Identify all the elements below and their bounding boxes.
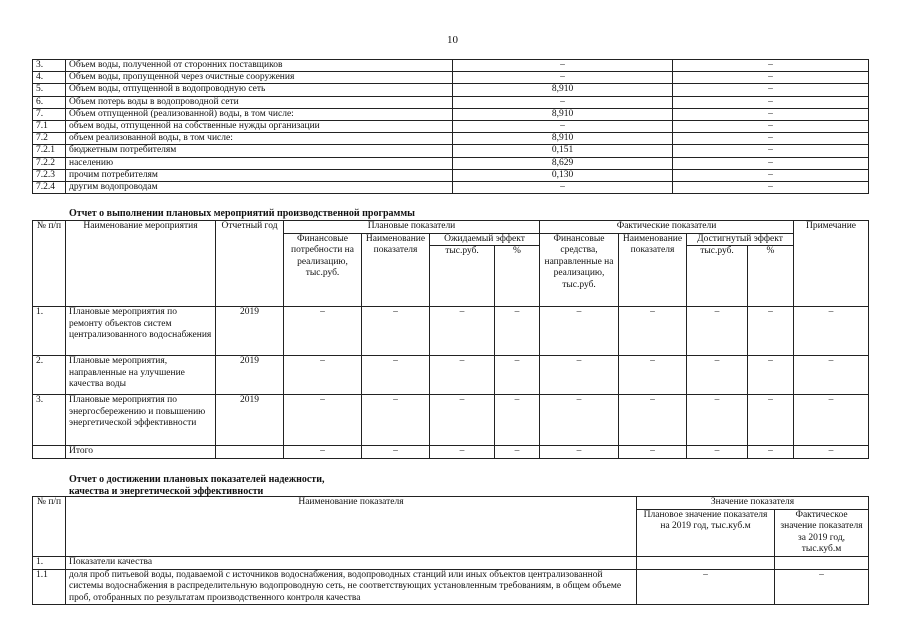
row-value: – (794, 307, 869, 356)
row-plan-value: – (453, 96, 673, 108)
col-plan-pct: % (495, 246, 540, 307)
indicators-table (32, 496, 869, 605)
row-number: 4. (33, 72, 66, 84)
col-fact-value: Фактическое значение показателя за 2019 год, тыс.куб.м (775, 509, 869, 556)
row-plan-value: 8,910 (453, 133, 673, 145)
row-name: объем реализованной воды, в том числе: (66, 133, 453, 145)
row-number: 7.2.3 (33, 169, 66, 181)
row-value: – (362, 307, 430, 356)
row-fact-value: – (673, 72, 869, 84)
col-indicator-name: Наименование показателя (66, 497, 637, 557)
total-row (33, 446, 869, 459)
col-plan-value: Плановое значение показателя на 2019 год, тыс.куб.м (637, 509, 775, 556)
row-activity-name: Плановые мероприятия по ремонту объектов систем централизованного водоснабжения (66, 307, 216, 356)
row-fact-value: – (673, 120, 869, 132)
row-number: 7.2.1 (33, 145, 66, 157)
row-activity-name: Плановые мероприятия, направленные на улучшение качества воды (66, 356, 216, 395)
total-value: – (619, 446, 687, 459)
row-fact-value: – (673, 145, 869, 157)
col-plan-indicator: Наименование показателя (362, 233, 430, 307)
col-note: Примечание (794, 221, 869, 307)
row-indicator-name: доля проб питьевой воды, подаваемой с источников водоснабжения, водопроводных станций или иных объектов централизованной системы водоснабжения в распределительную водопроводную сеть, не соответствующих установленным требованиям, в общем объеме проб, отобранных по результатам производственного контроля качества (66, 569, 637, 605)
row-value: – (362, 356, 430, 395)
row-number: 6. (33, 96, 66, 108)
table-row (33, 108, 869, 120)
row-number: 7.2 (33, 133, 66, 145)
col-year: Отчетный год (216, 221, 284, 307)
row-activity-name: Плановые мероприятия по энергосбережению и повышению энергетической эффективности (66, 395, 216, 446)
total-value: – (748, 446, 794, 459)
total-label: Итого (66, 446, 216, 459)
col-num: № п/п (33, 221, 66, 307)
row-value: – (540, 395, 619, 446)
row-name: другим водопроводам (66, 181, 453, 193)
row-plan-value: – (453, 72, 673, 84)
row-name: Объем воды, пропущенной через очистные сооружения (66, 72, 453, 84)
section3-title-line2: качества и энергетической эффективности (69, 486, 264, 497)
row-fact-value: – (673, 157, 869, 169)
row-number: 7.2.2 (33, 157, 66, 169)
row-fact-value: – (673, 84, 869, 96)
row-number: 1. (33, 556, 66, 569)
row-value: – (495, 395, 540, 446)
col-plan-rub: тыс.руб. (430, 246, 495, 307)
water-volume-table (32, 59, 869, 194)
row-value: – (540, 356, 619, 395)
section2-title: Отчет о выполнении плановых мероприятий производственной программы (69, 208, 415, 219)
col-value-group: Значение показателя (637, 497, 869, 510)
row-plan-value: – (453, 181, 673, 193)
row-plan-value: 8,910 (453, 108, 673, 120)
total-value: – (540, 446, 619, 459)
row-number (33, 446, 66, 459)
row-year (216, 446, 284, 459)
row-value: – (284, 395, 362, 446)
section3-title-line1: Отчет о достижении плановых показателей надежности, (69, 474, 325, 485)
row-name: бюджетным потребителям (66, 145, 453, 157)
page-number: 10 (447, 34, 458, 46)
row-fact-value: – (673, 169, 869, 181)
table-row (33, 72, 869, 84)
col-plan-fin: Финансовые потребности на реализацию, тыс.руб. (284, 233, 362, 307)
table-row (33, 120, 869, 132)
row-value: – (430, 395, 495, 446)
col-fact-effect: Достигнутый эффект (687, 233, 794, 246)
table-row (33, 60, 869, 72)
table-row (33, 157, 869, 169)
row-plan-value: 8,629 (453, 157, 673, 169)
row-value: – (748, 395, 794, 446)
table-row (33, 181, 869, 193)
col-fact-fin: Финансовые средства, направленные на реализацию, тыс.руб. (540, 233, 619, 307)
row-number: 7.2.4 (33, 181, 66, 193)
table-row (33, 145, 869, 157)
row-value: – (495, 307, 540, 356)
col-fact-group: Фактические показатели (540, 221, 794, 234)
total-value: – (794, 446, 869, 459)
row-value: – (619, 356, 687, 395)
row-name: прочим потребителям (66, 169, 453, 181)
row-value: – (284, 356, 362, 395)
col-fact-indicator: Наименование показателя (619, 233, 687, 307)
table-row (33, 84, 869, 96)
row-indicator-name: Показатели качества (66, 556, 637, 569)
row-value: – (748, 356, 794, 395)
row-value: – (794, 356, 869, 395)
row-number: 7.1 (33, 120, 66, 132)
row-fact-value: – (673, 60, 869, 72)
row-name: населению (66, 157, 453, 169)
table-row (33, 395, 869, 446)
row-year: 2019 (216, 307, 284, 356)
row-number: 1.1 (33, 569, 66, 605)
row-value: – (794, 395, 869, 446)
row-plan-value: – (453, 60, 673, 72)
row-fact-value: – (673, 96, 869, 108)
row-value: – (362, 395, 430, 446)
row-value: – (430, 307, 495, 356)
row-value: – (540, 307, 619, 356)
row-name: Объем воды, отпущенной в водопроводную сеть (66, 84, 453, 96)
row-name: Объем отпущенной (реализованной) воды, в том числе: (66, 108, 453, 120)
row-value: – (619, 307, 687, 356)
row-value: – (495, 356, 540, 395)
col-fact-pct: % (748, 246, 794, 307)
table-row (33, 556, 869, 569)
row-name: Объем потерь воды в водопроводной сети (66, 96, 453, 108)
row-fact-value (775, 556, 869, 569)
row-number: 3. (33, 395, 66, 446)
row-number: 1. (33, 307, 66, 356)
total-value: – (430, 446, 495, 459)
row-value: – (687, 395, 748, 446)
activities-table (32, 220, 869, 459)
row-plan-value (637, 556, 775, 569)
col-plan-group: Плановые показатели (284, 221, 540, 234)
row-name: Объем воды, полученной от сторонних поставщиков (66, 60, 453, 72)
col-num: № п/п (33, 497, 66, 557)
row-plan-value: – (453, 120, 673, 132)
total-value: – (495, 446, 540, 459)
total-value: – (284, 446, 362, 459)
total-value: – (687, 446, 748, 459)
table-row (33, 133, 869, 145)
row-value: – (687, 356, 748, 395)
row-plan-value: 0,151 (453, 145, 673, 157)
table-row (33, 169, 869, 181)
table-row (33, 307, 869, 356)
row-number: 2. (33, 356, 66, 395)
col-fact-rub: тыс.руб. (687, 246, 748, 307)
row-number: 3. (33, 60, 66, 72)
row-fact-value: – (673, 181, 869, 193)
table-row (33, 569, 869, 605)
row-plan-value: 8,910 (453, 84, 673, 96)
table-row (33, 96, 869, 108)
row-fact-value: – (775, 569, 869, 605)
col-plan-effect: Ожидаемый эффект (430, 233, 540, 246)
row-value: – (430, 356, 495, 395)
row-number: 5. (33, 84, 66, 96)
row-plan-value: 0,130 (453, 169, 673, 181)
row-number: 7. (33, 108, 66, 120)
row-value: – (687, 307, 748, 356)
row-value: – (748, 307, 794, 356)
row-plan-value: – (637, 569, 775, 605)
row-name: объем воды, отпущенной на собственные нужды организации (66, 120, 453, 132)
table-row (33, 356, 869, 395)
row-fact-value: – (673, 133, 869, 145)
row-fact-value: – (673, 108, 869, 120)
row-value: – (619, 395, 687, 446)
row-value: – (284, 307, 362, 356)
col-activity-name: Наименование мероприятия (66, 221, 216, 307)
row-year: 2019 (216, 395, 284, 446)
total-value: – (362, 446, 430, 459)
row-year: 2019 (216, 356, 284, 395)
